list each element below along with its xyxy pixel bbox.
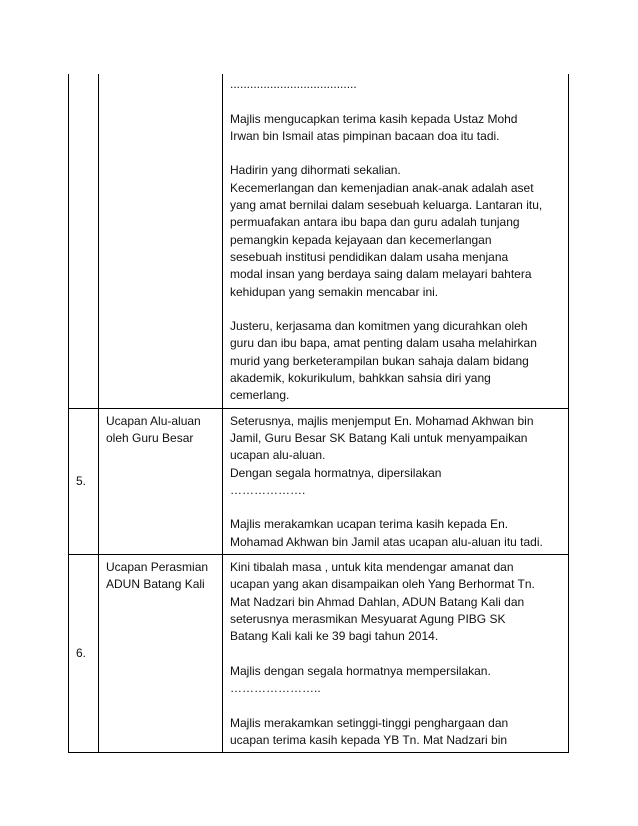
script-paragraph: Hadirin yang dihormati sekalian. Kecemerlangan dan kemenjadian anak-anak adalah aset yang amat bernilai dalam sesebuah keluarga. Lantaran itu, permuafakan antara ibu bapa dan guru adalah tunjang pemangkin kepada kejayaan dan kecemerlangan sesebuah institusi pendidikan dalam usaha menjana modal insan yang berdaya saing dalam melayari bahtera kehidupan yang semakin mencabar ini. [230, 163, 543, 299]
row-number: 6. [69, 555, 99, 753]
script-paragraph: Majlis mengucapkan terima kasih kepada Ustaz Mohd Irwan bin Ismail atas pimpinan bacaan doa itu tadi. [230, 111, 518, 143]
row-number: 5. [69, 408, 99, 554]
script-paragraph: Justeru, kerjasama dan komitmen yang dicurahkan oleh guru dan ibu bapa, amat penting dalam usaha melahirkan murid yang berketerampilan bukan sahaja dalam bidang akademik, kokurikulum, bahkkan sahsia diri yang cemerlang. [230, 319, 537, 403]
row-script [223, 408, 569, 554]
script-paragraph: ...................................... [230, 77, 357, 91]
row-script [223, 555, 569, 753]
row-script [223, 74, 569, 408]
script-paragraph: Majlis dengan segala hormatnya mempersilakan. ………………….. [230, 663, 491, 696]
agenda-table [68, 74, 569, 753]
row-item: Ucapan Alu-aluan oleh Guru Besar [99, 408, 223, 554]
row-number [69, 74, 99, 408]
script-paragraph: Majlis merakamkan ucapan terima kasih kepada En. Mohamad Akhwan bin Jamil atas ucapan alu-aluan itu tadi. [230, 517, 543, 549]
row-item [99, 74, 223, 408]
table-row [69, 74, 569, 408]
table-row [69, 555, 569, 753]
table-row [69, 408, 569, 554]
script-paragraph: Kini tibalah masa , untuk kita mendengar amanat dan ucapan yang akan disampaikan oleh Yang Berhormat Tn. Mat Nadzari bin Ahmad Dahlan, ADUN Batang Kali dan seterusnya merasmikan Mesyuarat Agung PIBG SK Batang Kali kali ke 39 bagi tahun 2014. [230, 560, 535, 644]
row-item: Ucapan Perasmian ADUN Batang Kali [99, 555, 223, 753]
script-paragraph: Seterusnya, majlis menjemput En. Mohamad Akhwan bin Jamil, Guru Besar SK Batang Kali untuk menyampaikan ucapan alu-aluan. Dengan segala hormatnya, dipersilakan ………………. [230, 413, 534, 497]
script-paragraph: Majlis merakamkan setinggi-tinggi penghargaan dan ucapan terima kasih kepada YB Tn. Mat Nadzari bin [230, 715, 509, 747]
